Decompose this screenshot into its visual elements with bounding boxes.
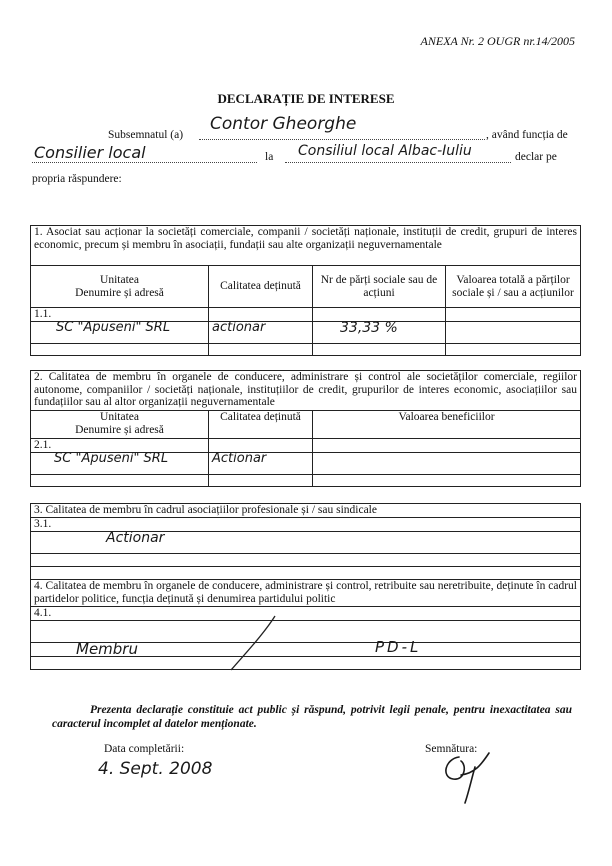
s2-col-valoarea: Valoarea beneficiilor [313,411,581,439]
s1-col-unitatea: Unitatea Denumire și adresă [31,266,209,308]
s1-unit-handwritten: SC "Apuseni" SRL [56,319,171,335]
s1-calitate-handwritten: actionar [212,319,266,335]
document-title: DECLARAȚIE DE INTERESE [217,91,395,106]
avand-functia-label: , având funcția de [486,129,568,141]
section-2-table [30,370,581,487]
semnatura-label: Semnătura: [425,743,478,755]
s1-col-calitatea: Calitatea deținută [209,266,313,308]
name-line [199,139,485,140]
s3-handwritten: Actionar [106,529,165,546]
declar-pe-label: declar pe [515,151,557,163]
section-4-heading: 4. Calitatea de membru în organele de conducere, administrare și control, retribuite sau neretribuite, deținute în cadrul partidelor politice, funcția deținută și denumirea partidului politic [31,580,581,607]
functia-handwritten: Consilier local [34,143,146,162]
section-2-heading: 2. Calitatea de membru în organele de conducere, administrare și control ale societăților comerciale, regiilor autonome, companiilor / societăți naționale, instituțiilor de credit, grupurilor de interes economic, asociațiilor sau fundațiilor sau al altor organizații neguvernamentale [31,371,581,411]
institutia-handwritten: Consiliul local Albac-Iuliu [298,143,472,159]
s2-col-calitatea: Calitatea deținută [209,411,313,439]
propria-raspundere: propria răspundere: [32,173,122,185]
s4-row-number: 4.1. [31,607,581,621]
institutia-line [285,162,511,163]
s1-col-nr-parti: Nr de părți sociale sau de acțiuni [313,266,446,308]
annex-reference: ANEXA Nr. 2 OUGR nr.14/2005 [420,34,575,48]
section-1-table [30,225,581,356]
s2-col-unitatea: Unitatea Denumire și adresă [31,411,209,439]
section-3-heading: 3. Calitatea de membru în cadrul asociațiilor profesionale și / sau sindicale [31,504,581,518]
legal-statement: Prezenta declarație constituie act public și răspund, potrivit legii penale, pentru inexactitatea sau caracterul incomplet al datelor menționate. [52,704,572,730]
s1-row-number: 1.1. [31,308,209,322]
s2-calitate-handwritten: Actionar [212,450,267,466]
section-1-heading: 1. Asociat sau acționar la societăți comerciale, companii / societăți naționale, instituții de credit, grupuri de interes economic, precum și membru în asociații, fundații sau alte organizații neguvernamentale [31,226,581,266]
date-handwritten: 4. Sept. 2008 [98,759,213,779]
signature-mark [435,745,495,805]
s4-partid-handwritten: PD-L [375,638,422,656]
s3-row-number: 3.1. [31,518,581,532]
diagonal-stroke-mark [225,612,285,674]
functia-line [32,162,257,163]
s4-functie-handwritten: Membru [76,640,138,658]
s1-col-valoarea: Valoarea totală a părților sociale și / sau a acțiunilor [446,266,581,308]
s2-row-number: 2.1. [31,439,209,453]
s2-unit-handwritten: SC "Apuseni" SRL [54,450,169,466]
subsemnatul-label: Subsemnatul (a) [108,129,184,141]
la-label: la [265,151,274,163]
name-handwritten: Contor Gheorghe [210,114,357,134]
s1-nr-handwritten: 33,33 % [340,319,398,336]
data-completarii-label: Data completării: [104,743,185,755]
section-3-table [30,503,581,580]
